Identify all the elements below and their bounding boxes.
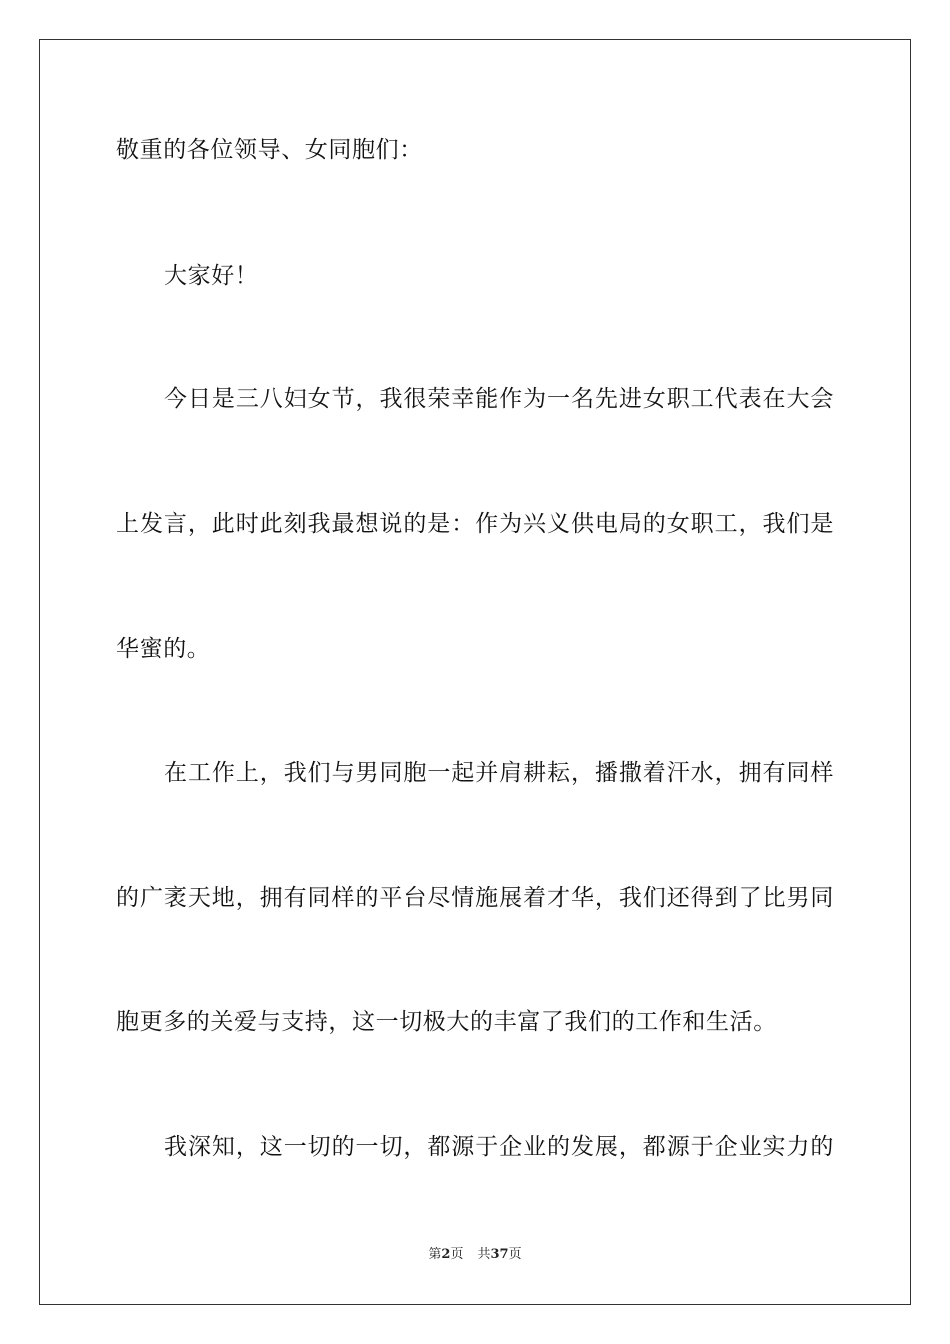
paragraph-1-line-2: 上发言，此时此刻我最想说的是：作为兴义供电局的女职工，我们是 xyxy=(116,511,834,537)
paragraph-1-line-1: 今日是三八妇女节，我很荣幸能作为一名先进女职工代表在大会 xyxy=(164,386,834,412)
total-prefix: 共 xyxy=(477,1247,491,1262)
total-suffix: 页 xyxy=(508,1247,522,1262)
paragraph-2-line-1: 在工作上，我们与男同胞一起并肩耕耘，播撒着汗水，拥有同样 xyxy=(164,760,834,786)
paragraph-1-line-3: 华蜜的。 xyxy=(116,636,211,662)
page-suffix: 页 xyxy=(450,1247,464,1262)
page-number: 2 xyxy=(441,1247,451,1262)
page-border xyxy=(39,39,911,1305)
paragraph-3-line-1: 我深知，这一切的一切，都源于企业的发展，都源于企业实力的 xyxy=(164,1134,834,1160)
page-footer xyxy=(0,1246,950,1264)
paragraph-2-line-2: 的广袤天地，拥有同样的平台尽情施展着才华，我们还得到了比男同 xyxy=(116,885,834,911)
greeting-line: 大家好！ xyxy=(164,263,259,289)
salutation-line: 敬重的各位领导、女同胞们： xyxy=(116,137,423,163)
total-pages: 37 xyxy=(490,1247,509,1262)
page-prefix: 第 xyxy=(428,1247,442,1262)
paragraph-2-line-3: 胞更多的关爱与支持，这一切极大的丰富了我们的工作和生活。 xyxy=(116,1009,777,1035)
